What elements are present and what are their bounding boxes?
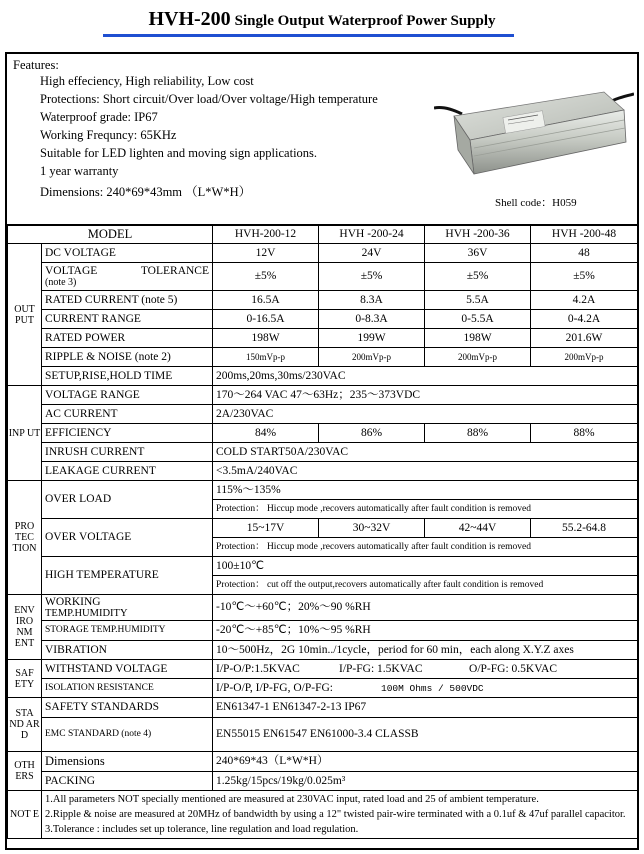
table-cell: 0-5.5A bbox=[425, 310, 531, 329]
table-row bbox=[8, 519, 638, 538]
row-label: OVER VOLTAGE bbox=[42, 519, 213, 557]
group-output: OUT PUT bbox=[8, 244, 42, 386]
table-cell: 200mVp-p bbox=[319, 348, 425, 367]
table-cell: ±5% bbox=[531, 263, 638, 291]
withstand-ip-fg: I/P-FG: 1.5KVAC bbox=[339, 662, 423, 675]
table-row bbox=[8, 660, 638, 679]
note-line: 2.Ripple & noise are measured at 20MHz of bandwidth by using a 12" twisted pair-wire terminated with a 0.1uf & 47uf parallel capacitor. bbox=[45, 809, 626, 820]
isolation-value: 100M Ohms / 500VDC bbox=[381, 682, 484, 694]
table-cell: 15~17V bbox=[213, 519, 319, 538]
table-row bbox=[8, 443, 638, 462]
table-row bbox=[8, 462, 638, 481]
table-cell: 198W bbox=[213, 329, 319, 348]
table-cell: 201.6W bbox=[531, 329, 638, 348]
table-cell: 199W bbox=[319, 329, 425, 348]
table-row bbox=[8, 244, 638, 263]
row-label: SAFETY STANDARDS bbox=[42, 698, 213, 718]
group-environment: ENV IRO NM ENT bbox=[8, 595, 42, 660]
table-row bbox=[8, 595, 638, 621]
table-cell: 0-16.5A bbox=[213, 310, 319, 329]
table-cell: 150mVp-p bbox=[213, 348, 319, 367]
table-cell: 0-8.3A bbox=[319, 310, 425, 329]
table-cell: COLD START50A/230VAC bbox=[213, 443, 638, 462]
table-cell: 86% bbox=[319, 424, 425, 443]
row-label: VIBRATION bbox=[42, 641, 213, 660]
group-input: INP UT bbox=[8, 386, 42, 481]
title-description: Single Output Waterproof Power Supply bbox=[234, 13, 496, 29]
row-label-part: VOLTAGE bbox=[45, 264, 98, 277]
notes-cell bbox=[42, 791, 638, 839]
table-cell: 240*69*43（L*W*H） bbox=[213, 752, 638, 772]
table-cell: 8.3A bbox=[319, 291, 425, 310]
group-standard: STA ND AR D bbox=[8, 698, 42, 752]
table-cell: 88% bbox=[425, 424, 531, 443]
row-label: SETUP,RISE,HOLD TIME bbox=[42, 367, 213, 386]
table-cell bbox=[213, 679, 638, 698]
table-cell: ±5% bbox=[213, 263, 319, 291]
model-cell: HVH-200-12 bbox=[213, 225, 319, 244]
table-cell: 55.2-64.8 bbox=[531, 519, 638, 538]
table-cell: ±5% bbox=[425, 263, 531, 291]
row-label: HIGH TEMPERATURE bbox=[42, 557, 213, 595]
page-title bbox=[0, 8, 644, 31]
row-label: RATED POWER bbox=[42, 329, 213, 348]
table-row bbox=[8, 348, 638, 367]
table-cell: Protection： Hiccup mode ,recovers automatically after fault condition is removed bbox=[213, 538, 638, 557]
model-cell: HVH -200-24 bbox=[319, 225, 425, 244]
feature-line: Suitable for LED lighten and moving sign applications. bbox=[40, 146, 318, 160]
row-label bbox=[42, 595, 213, 621]
table-cell: 4.2A bbox=[531, 291, 638, 310]
row-label: LEAKAGE CURRENT bbox=[42, 462, 213, 481]
table-cell: 0-4.2A bbox=[531, 310, 638, 329]
row-label-part: TOLERANCE bbox=[140, 264, 210, 277]
table-row bbox=[8, 263, 638, 291]
group-protection: PRO TEC TION bbox=[8, 481, 42, 595]
table-cell: 1.25kg/15pcs/19kg/0.025m³ bbox=[213, 772, 638, 791]
table-cell: -20℃～+85℃；10%～95 %RH bbox=[213, 621, 638, 641]
table-cell: 42~44V bbox=[425, 519, 531, 538]
table-cell: 200ms,20ms,30ms/230VAC bbox=[213, 367, 638, 386]
withstand-ip-op: I/P-O/P:1.5KVAC bbox=[216, 662, 300, 675]
feature-line: Dimensions: 240*69*43mm （L*W*H） bbox=[40, 185, 252, 199]
table-cell: 198W bbox=[425, 329, 531, 348]
row-label: DC VOLTAGE bbox=[42, 244, 213, 263]
row-label-note: (note 3) bbox=[45, 276, 77, 288]
table-cell: 30~32V bbox=[319, 519, 425, 538]
table-row bbox=[8, 481, 638, 500]
table-row bbox=[8, 772, 638, 791]
row-label: INRUSH CURRENT bbox=[42, 443, 213, 462]
features-heading: Features: bbox=[13, 58, 59, 72]
table-row bbox=[8, 329, 638, 348]
table-cell: 12V bbox=[213, 244, 319, 263]
row-label: PACKING bbox=[42, 772, 213, 791]
table-row bbox=[8, 641, 638, 660]
table-cell: Protection： Hiccup mode ,recovers automatically after fault condition is removed bbox=[213, 500, 638, 519]
table-cell bbox=[213, 660, 638, 679]
table-row bbox=[8, 386, 638, 405]
group-safety: SAF ETY bbox=[8, 660, 42, 698]
row-label: RIPPLE & NOISE (note 2) bbox=[42, 348, 213, 367]
row-label: CURRENT RANGE bbox=[42, 310, 213, 329]
product-photo bbox=[434, 70, 634, 188]
shell-code: Shell code：H059 bbox=[495, 197, 577, 209]
table-row bbox=[8, 424, 638, 443]
table-cell: 10～500Hz，2G 10min../1cycle，period for 60 min，each along X.Y.Z axes bbox=[213, 641, 638, 660]
row-label-part: TEMP.HUMIDITY bbox=[45, 607, 128, 619]
note-line: 1.All parameters NOT specially mentioned are measured at 230VAC input, rated load and 25 of ambient temperature. bbox=[45, 794, 539, 805]
row-label: RATED CURRENT (note 5) bbox=[42, 291, 213, 310]
table-cell: 16.5A bbox=[213, 291, 319, 310]
table-row bbox=[8, 679, 638, 698]
table-row bbox=[8, 367, 638, 386]
feature-line: Protections: Short circuit/Over load/Over voltage/High temperature bbox=[40, 92, 378, 106]
group-notes: NOT E bbox=[8, 791, 42, 839]
row-label: Dimensions bbox=[42, 752, 213, 772]
table-cell: <3.5mA/240VAC bbox=[213, 462, 638, 481]
table-cell: EN61347-1 EN61347-2-13 IP67 bbox=[213, 698, 638, 718]
group-others: OTH ERS bbox=[8, 752, 42, 791]
row-label: VOLTAGE RANGE bbox=[42, 386, 213, 405]
table-cell: ±5% bbox=[319, 263, 425, 291]
table-row bbox=[8, 310, 638, 329]
title-underline bbox=[103, 34, 514, 37]
note-line: 3.Tolerance : includes set up tolerance, line regulation and load regulation. bbox=[45, 824, 359, 835]
table-cell: -10℃～+60℃；20%～90 %RH bbox=[213, 595, 638, 621]
row-label-part: WORKING bbox=[45, 595, 101, 608]
model-cell: HVH -200-36 bbox=[425, 225, 531, 244]
withstand-op-fg: O/P-FG: 0.5KVAC bbox=[469, 662, 557, 675]
row-label bbox=[42, 263, 213, 291]
table-row bbox=[8, 791, 638, 839]
spec-table bbox=[7, 224, 638, 839]
table-cell: 115%～135% bbox=[213, 481, 638, 500]
row-label: OVER LOAD bbox=[42, 481, 213, 519]
table-row bbox=[8, 621, 638, 641]
table-cell: 5.5A bbox=[425, 291, 531, 310]
row-label: WITHSTAND VOLTAGE bbox=[42, 660, 213, 679]
table-row bbox=[8, 225, 638, 244]
power-supply-image bbox=[434, 70, 634, 188]
feature-line: Working Frequncy: 65KHz bbox=[40, 128, 177, 142]
table-row bbox=[8, 718, 638, 752]
row-label: EMC STANDARD (note 4) bbox=[42, 718, 213, 752]
table-cell: EN55015 EN61547 EN61000-3.4 CLASSB bbox=[213, 718, 638, 752]
table-row bbox=[8, 698, 638, 718]
row-label: AC CURRENT bbox=[42, 405, 213, 424]
table-cell: 200mVp-p bbox=[425, 348, 531, 367]
table-cell: 24V bbox=[319, 244, 425, 263]
table-cell: 200mVp-p bbox=[531, 348, 638, 367]
model-header: MODEL bbox=[8, 225, 213, 244]
table-cell: 2A/230VAC bbox=[213, 405, 638, 424]
feature-line: Waterproof grade: IP67 bbox=[40, 110, 158, 124]
isolation-points: I/P-O/P, I/P-FG, O/P-FG: bbox=[216, 681, 333, 694]
features-section bbox=[7, 54, 637, 226]
model-cell: HVH -200-48 bbox=[531, 225, 638, 244]
table-cell: 170～264 VAC 47～63Hz；235～373VDC bbox=[213, 386, 638, 405]
feature-line: High effeciency, High reliability, Low cost bbox=[40, 74, 254, 88]
table-cell: 100±10℃ bbox=[213, 557, 638, 576]
row-label: ISOLATION RESISTANCE bbox=[42, 679, 213, 698]
spec-sheet bbox=[5, 52, 639, 850]
title-model: HVH-200 bbox=[148, 8, 231, 30]
row-label: EFFICIENCY bbox=[42, 424, 213, 443]
table-cell: 48 bbox=[531, 244, 638, 263]
table-row bbox=[8, 557, 638, 576]
table-cell: 36V bbox=[425, 244, 531, 263]
table-cell: Protection： cut off the output,recovers automatically after fault condition is removed bbox=[213, 576, 638, 595]
table-row bbox=[8, 291, 638, 310]
table-row bbox=[8, 752, 638, 772]
table-cell: 84% bbox=[213, 424, 319, 443]
row-label: STORAGE TEMP.HUMIDITY bbox=[42, 621, 213, 641]
table-row bbox=[8, 405, 638, 424]
feature-line: 1 year warranty bbox=[40, 164, 119, 178]
table-cell: 88% bbox=[531, 424, 638, 443]
